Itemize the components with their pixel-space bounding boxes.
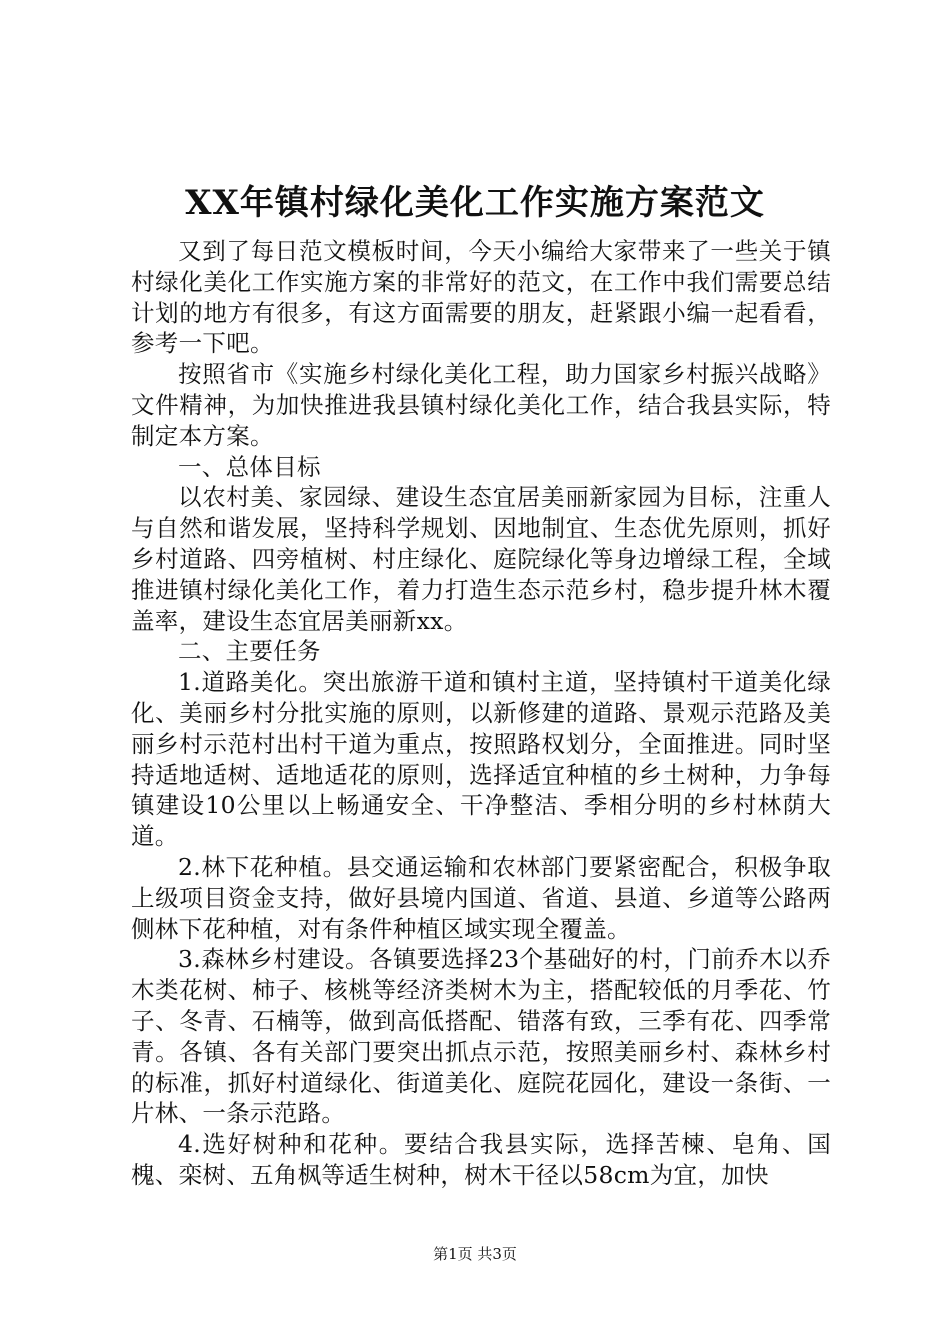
section-heading-tasks: 二、主要任务 xyxy=(178,637,321,666)
paragraph-goals: 以农村美、家园绿、建设生态宜居美丽新家园为目标，注重人与自然和谐发展，坚持科学规划、因地制宜、生态优先原则，抓好乡村道路、四旁植树、村庄绿化、庭院绿化等身边增绿工程，全域推进镇村绿化美化工作，着力打造生态示范乡村，稳步提升林木覆盖率，建设生态宜居美丽新xx。 xyxy=(131,483,831,635)
paragraph-task-1: 1.道路美化。突出旅游干道和镇村主道，坚持镇村干道美化绿化、美丽乡村分批实施的原则，以新修建的道路、景观示范路及美丽乡村示范村出村干道为重点，按照路权划分，全面推进。同时坚持适地适树、适地适花的原则，选择适宜种植的乡土树种，力争每镇建设10公里以上畅通安全、干净整洁、季相分明的乡村林荫大道。 xyxy=(131,668,831,851)
page-number-footer: 第1页 共3页 xyxy=(433,1245,517,1263)
paragraph-task-4: 4.选好树种和花种。要结合我县实际，选择苦楝、皂角、国槐、栾树、五角枫等适生树种，树木干径以58cm为宜，加快 xyxy=(131,1130,831,1189)
document-body xyxy=(131,236,831,1191)
paragraph-intro: 又到了每日范文模板时间，今天小编给大家带来了一些关于镇村绿化美化工作实施方案的非常好的范文，在工作中我们需要总结计划的地方有很多，有这方面需要的朋友，赶紧跟小编一起看看，参考一下吧。 xyxy=(131,237,831,358)
document-title: XX年镇村绿化美化工作实施方案范文 xyxy=(185,183,765,223)
paragraph-task-2: 2.林下花种植。县交通运输和农林部门要紧密配合，积极争取上级项目资金支持，做好县境内国道、省道、县道、乡道等公路两侧林下花种植，对有条件种植区域实现全覆盖。 xyxy=(131,852,831,943)
paragraph-task-3: 3.森林乡村建设。各镇要选择23个基础好的村，门前乔木以乔木类花树、柿子、核桃等经济类树木为主，搭配较低的月季花、竹子、冬青、石楠等，做到高低搭配、错落有致，三季有花、四季常青。各镇、各有关部门要突出抓点示范，按照美丽乡村、森林乡村的标准，抓好村道绿化、街道美化、庭院花园化，建设一条街、一片林、一条示范路。 xyxy=(131,945,831,1128)
section-heading-goals: 一、总体目标 xyxy=(178,452,321,481)
paragraph-basis: 按照省市《实施乡村绿化美化工程，助力国家乡村振兴战略》文件精神，为加快推进我县镇村绿化美化工作，结合我县实际，特制定本方案。 xyxy=(131,360,831,450)
